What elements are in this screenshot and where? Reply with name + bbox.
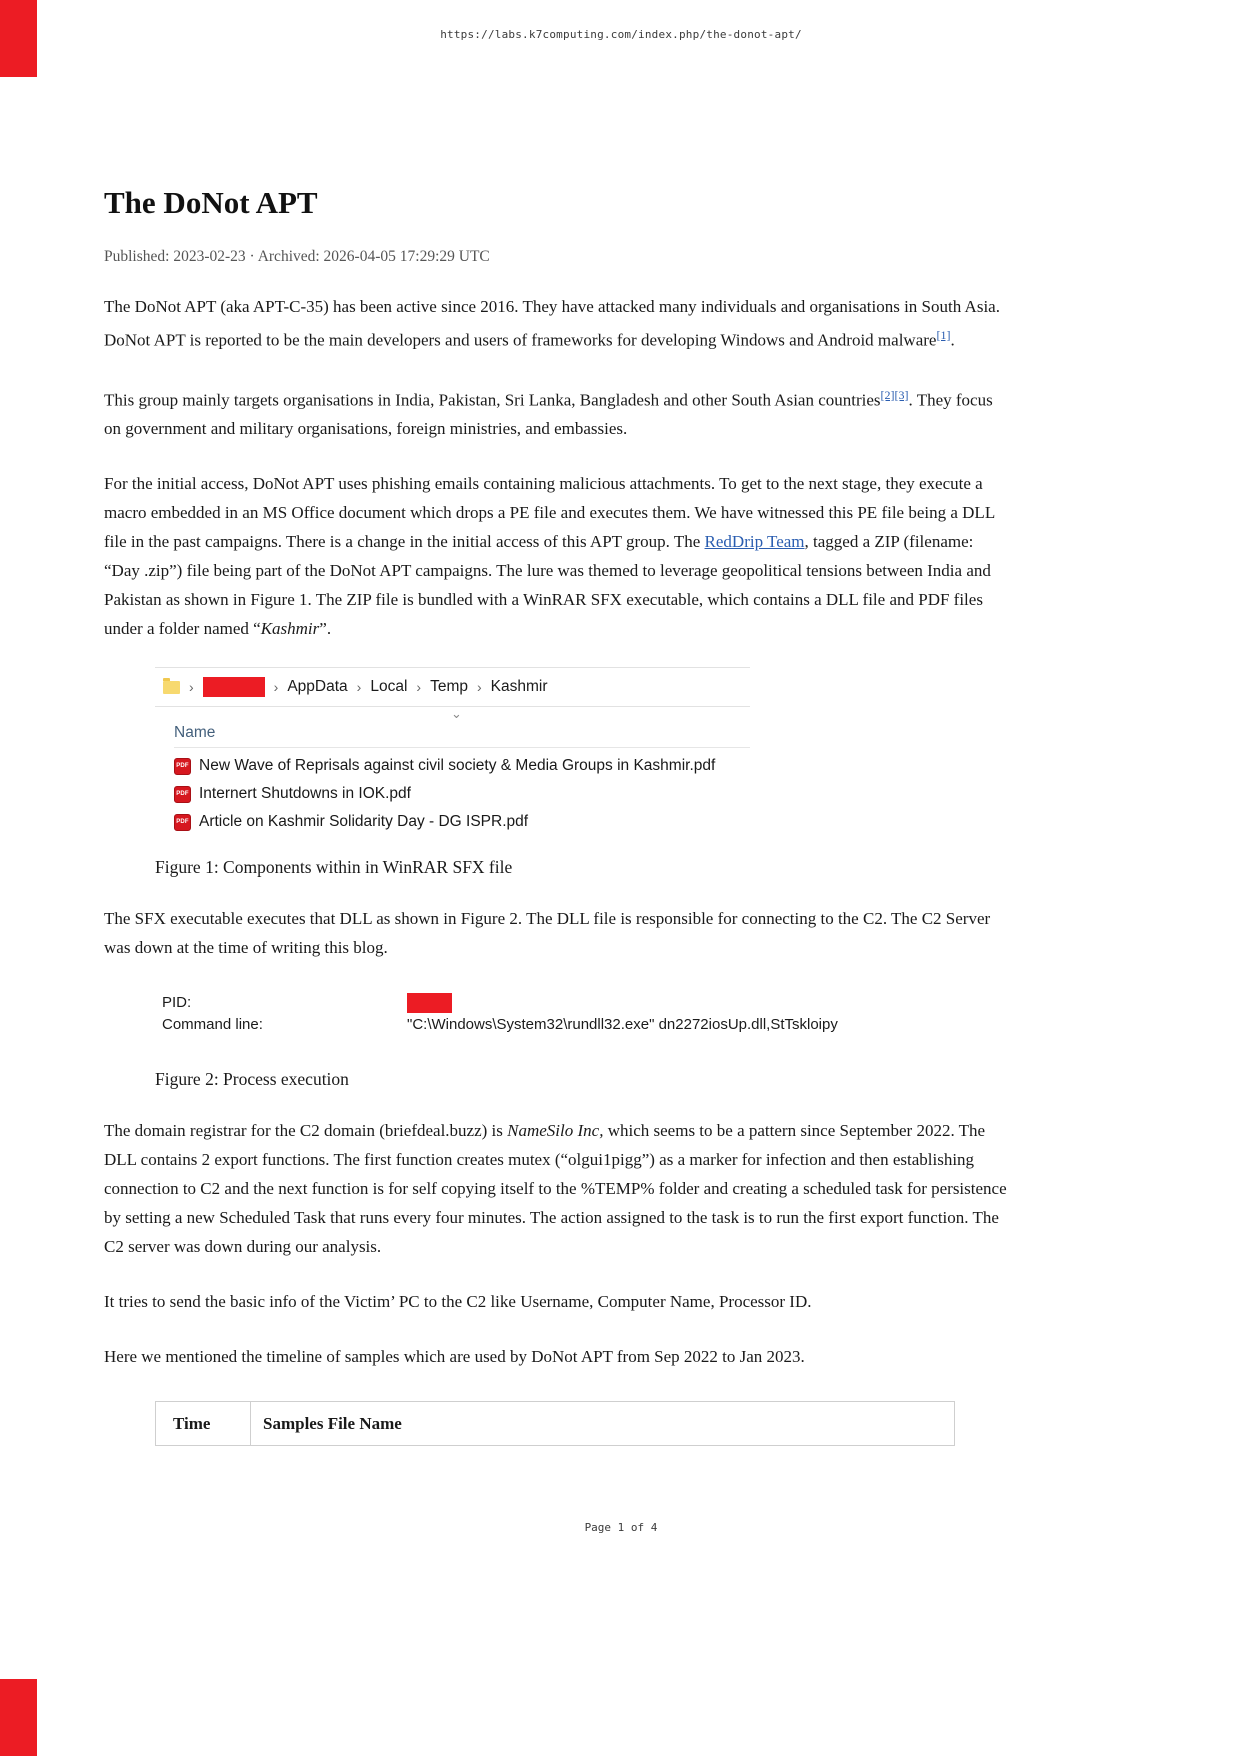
explorer-breadcrumb-bar: [155, 667, 750, 707]
paragraph-victim-info: It tries to send the basic info of the Victim’ PC to the C2 like Username, Computer Name, Processor ID.: [104, 1292, 812, 1312]
samples-table-header: [155, 1401, 955, 1446]
text-segment: ”.: [319, 619, 332, 639]
column-divider: [174, 747, 750, 748]
process-cmdline-row: [162, 1014, 1009, 1035]
process-pid-row: [162, 992, 1009, 1013]
text-segment: The domain registrar for the C2 domain (briefdeal.buzz) is: [104, 1121, 508, 1141]
text-segment: which seems to be a pattern since September 2022. The DLL contains 2 export functions. The first function creates mutex (“olgui1pigg”) as a marker for infection and then establishing connection to C2 and the next function is for self copying itself to the %TEMP% folder and creating a scheduled task for persistence by setting a new Scheduled Task that runs every four minutes. The action assigned to the task is to run the first export function. The C2 server was down during our analysis.: [104, 1121, 1007, 1257]
breadcrumb-item-kashmir[interactable]: Kashmir: [490, 678, 548, 696]
file-name: New Wave of Reprisals against civil society & Media Groups in Kashmir.pdf: [199, 757, 716, 775]
command-line-value: "C:\Windows\System32\rundll32.exe" dn2272iosUp.dll,StTskloipy: [407, 1016, 838, 1034]
redaction-block-bottom-left: [0, 1679, 37, 1756]
pdf-file-icon: PDF: [174, 814, 191, 831]
pid-label: PID:: [162, 994, 192, 1012]
table-header-time: Time: [156, 1402, 251, 1445]
paragraph-sfx-executes: The SFX executable executes that DLL as shown in Figure 2. The DLL file is responsible for connecting to the C2. The C2 Server was down at the time of writing this blog.: [104, 909, 991, 958]
chevron-right-icon: ›: [356, 679, 362, 696]
file-name: Internert Shutdowns in IOK.pdf: [199, 785, 411, 803]
figure1-explorer-screenshot: [155, 667, 755, 831]
file-name: Article on Kashmir Solidarity Day - DG ISPR.pdf: [199, 813, 529, 831]
reddrip-team-link[interactable]: RedDrip Team: [704, 532, 805, 552]
article-content: [104, 185, 1009, 1446]
chevron-right-icon: ›: [189, 679, 194, 696]
text-segment: , tagged a ZIP (filename: “Day .zip”) file being part of the DoNot APT campaigns. The lure was themed to leverage geopolitical tensions between India and Pakistan as shown in Figure 1. The ZIP file is bundled with a WinRAR SFX executable, which contains a DLL file and PDF files under a folder named “: [104, 532, 991, 639]
article-meta: Published: 2023-02-23 · Archived: 2026-04-05 17:29:29 UTC: [104, 248, 490, 265]
explorer-name-column-header[interactable]: Name: [174, 724, 216, 742]
folder-icon: [163, 681, 180, 694]
sort-caret-icon[interactable]: ⌄: [451, 706, 462, 722]
page-title: The DoNot APT: [104, 185, 318, 220]
redacted-username-block: [203, 677, 265, 697]
text-segment: The DoNot APT (aka APT-C-35) has been active since 2016. They have attacked many individuals and organisations in South Asia. DoNot APT is reported to be the main developers and users of frameworks for developing Windows and Android malware: [104, 297, 1000, 350]
text-segment-italic: Kashmir: [260, 619, 320, 639]
paragraph-targets: [104, 381, 1009, 444]
chevron-right-icon: ›: [273, 679, 279, 696]
print-footer-page-number: Page 1 of 4: [584, 1521, 658, 1534]
paragraph-timeline-intro: Here we mentioned the timeline of samples which are used by DoNot APT from Sep 2022 to Jan 2023.: [104, 1347, 805, 1367]
file-row[interactable]: [174, 813, 755, 831]
paragraph-c2-domain: [104, 1116, 1009, 1261]
text-segment-italic: NameSilo Inc,: [507, 1121, 604, 1141]
figure1-caption: Figure 1: Components within in WinRAR SFX file: [155, 857, 513, 878]
paragraph-intro: [104, 292, 1009, 355]
footnote-ref-2-3[interactable]: [2][3]: [880, 387, 909, 402]
text-segment: . They focus on government and military organisations, foreign ministries, and embassies.: [104, 390, 993, 439]
command-line-label: Command line:: [162, 1016, 263, 1034]
text-segment: .: [950, 330, 955, 350]
chevron-right-icon: ›: [416, 679, 422, 696]
breadcrumb-item-temp[interactable]: Temp: [430, 678, 468, 696]
breadcrumb-item-appdata[interactable]: AppData: [287, 678, 348, 696]
footnote-ref-1[interactable]: [1]: [936, 328, 951, 342]
print-header-url: https://labs.k7computing.com/index.php/the-donot-apt/: [440, 28, 802, 41]
redacted-pid-block: [407, 993, 452, 1013]
explorer-file-list: [155, 757, 755, 831]
pdf-file-icon: PDF: [174, 786, 191, 803]
pdf-file-icon: PDF: [174, 758, 191, 775]
file-row[interactable]: [174, 757, 755, 775]
table-header-samples-file-name: Samples File Name: [263, 1413, 402, 1433]
breadcrumb-item-local[interactable]: Local: [370, 678, 408, 696]
chevron-right-icon: ›: [476, 679, 482, 696]
text-segment: This group mainly targets organisations in India, Pakistan, Sri Lanka, Bangladesh and other South Asian countries: [104, 390, 881, 410]
paragraph-initial-access: [104, 469, 1009, 643]
figure2-caption: Figure 2: Process execution: [155, 1069, 349, 1090]
figure2-process-screenshot: [162, 992, 1009, 1035]
file-row[interactable]: [174, 785, 755, 803]
text-segment: For the initial access, DoNot APT uses phishing emails containing malicious attachments. To get to the next stage, they execute a macro embedded in an MS Office document which drops a PE file and executes them. We have witnessed this PE file being a DLL file in the past campaigns. There is a change in the initial access of this APT group. The: [104, 474, 995, 552]
